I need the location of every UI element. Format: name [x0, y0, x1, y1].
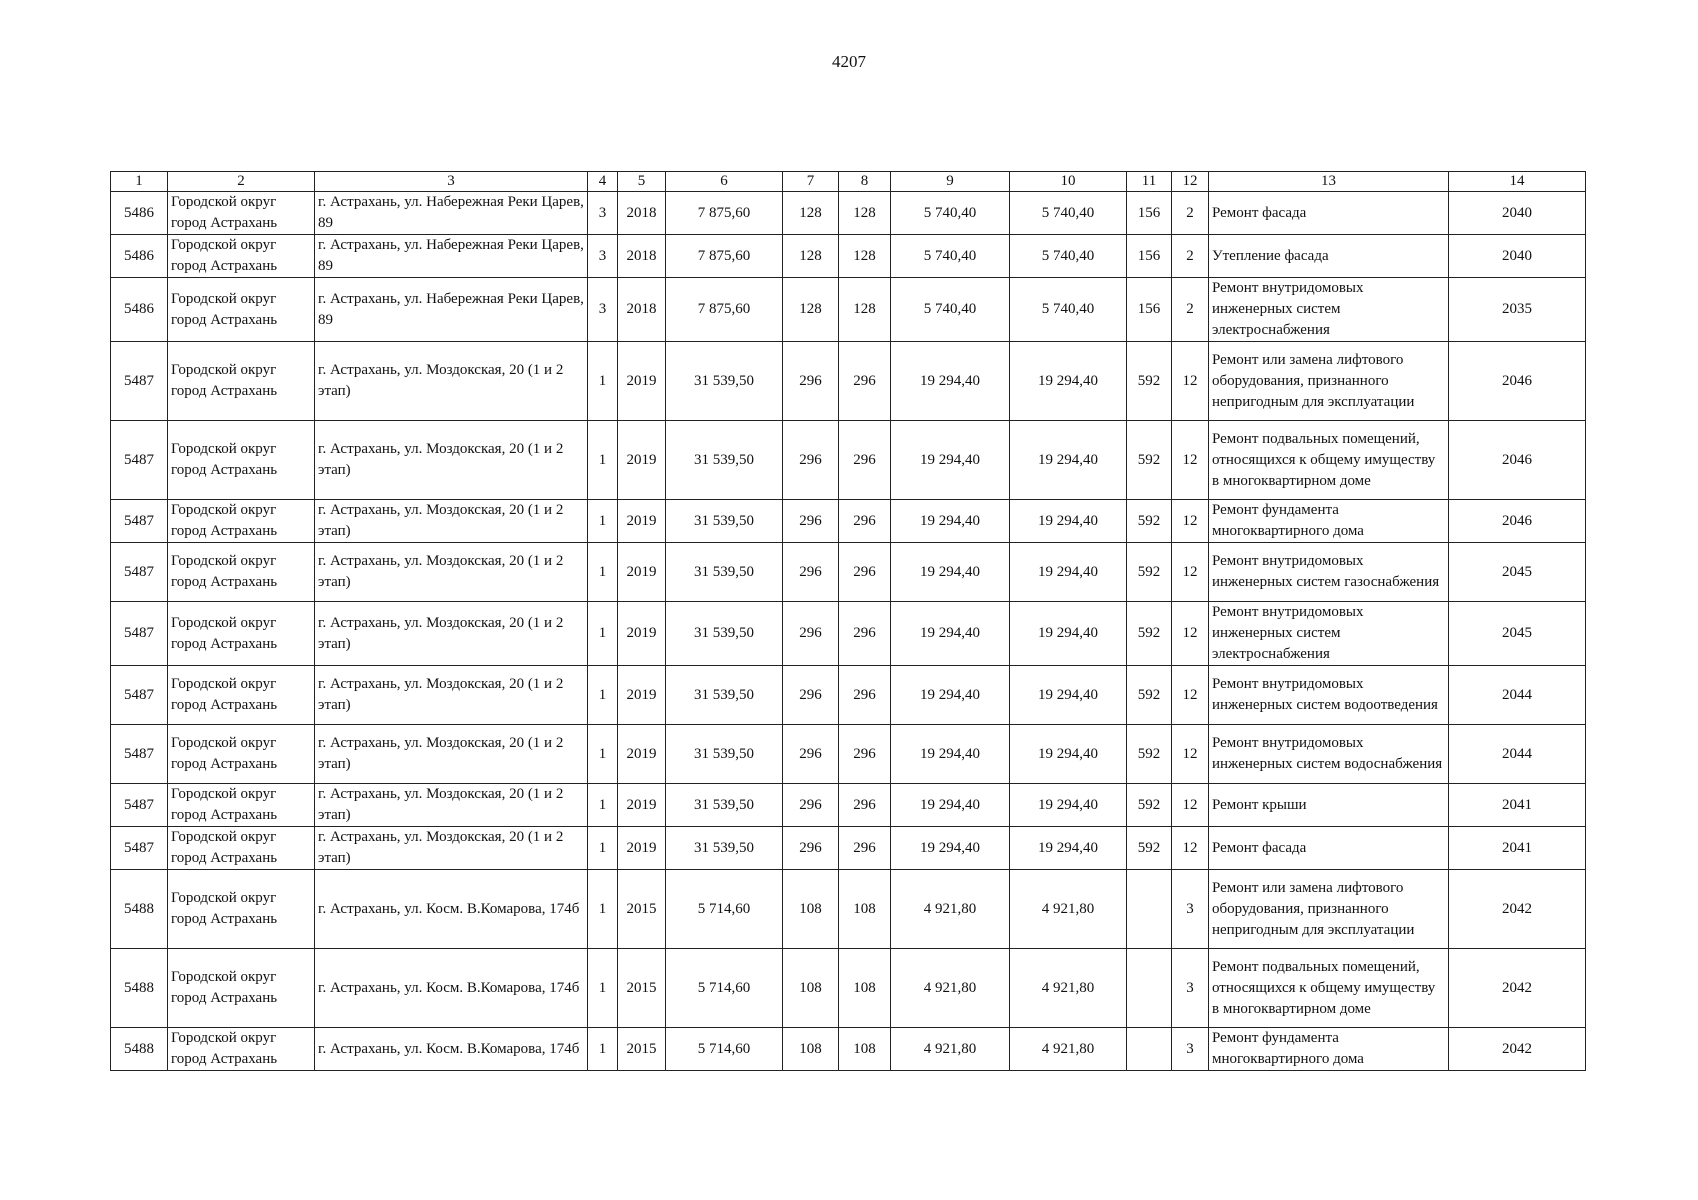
column-header-1: 1	[111, 172, 168, 192]
cell-area-total: 31 539,50	[666, 725, 783, 784]
cell-col11: 592	[1127, 421, 1172, 500]
cell-floors-group: 1	[588, 725, 618, 784]
cell-col7: 296	[783, 421, 839, 500]
cell-year: 2019	[618, 342, 666, 421]
cell-col11: 156	[1127, 278, 1172, 342]
cell-id: 5487	[111, 342, 168, 421]
cell-area-total: 31 539,50	[666, 666, 783, 725]
cell-municipality: Городской округ город Астрахань	[168, 543, 315, 602]
cell-id: 5487	[111, 500, 168, 543]
cell-area-total: 7 875,60	[666, 278, 783, 342]
cell-work-type: Ремонт внутридомовых инженерных систем электроснабжения	[1209, 278, 1449, 342]
cell-area-residential: 4 921,80	[891, 870, 1010, 949]
cell-col8: 128	[839, 278, 891, 342]
cell-area-residential-2: 19 294,40	[1010, 602, 1127, 666]
cell-id: 5487	[111, 602, 168, 666]
column-header-9: 9	[891, 172, 1010, 192]
cell-area-total: 5 714,60	[666, 1028, 783, 1071]
cell-id: 5487	[111, 543, 168, 602]
cell-floors-group: 1	[588, 543, 618, 602]
cell-col7: 108	[783, 1028, 839, 1071]
table-row	[111, 192, 1586, 235]
cell-area-total: 31 539,50	[666, 602, 783, 666]
cell-planned-year: 2045	[1449, 543, 1586, 602]
cell-col7: 128	[783, 192, 839, 235]
cell-address: г. Астрахань, ул. Моздокская, 20 (1 и 2 этап)	[315, 666, 588, 725]
cell-municipality: Городской округ город Астрахань	[168, 784, 315, 827]
cell-floors-group: 3	[588, 192, 618, 235]
table-row	[111, 342, 1586, 421]
column-header-6: 6	[666, 172, 783, 192]
cell-col12: 12	[1172, 421, 1209, 500]
cell-col8: 108	[839, 1028, 891, 1071]
cell-municipality: Городской округ город Астрахань	[168, 278, 315, 342]
cell-col8: 296	[839, 342, 891, 421]
cell-col12: 12	[1172, 500, 1209, 543]
repair-schedule-table	[110, 171, 1586, 1071]
cell-area-residential-2: 5 740,40	[1010, 192, 1127, 235]
cell-work-type: Ремонт подвальных помещений, относящихся к общему имуществу в многоквартирном доме	[1209, 949, 1449, 1028]
cell-area-residential-2: 19 294,40	[1010, 500, 1127, 543]
table-row	[111, 949, 1586, 1028]
cell-address: г. Астрахань, ул. Косм. В.Комарова, 174б	[315, 870, 588, 949]
cell-municipality: Городской округ город Астрахань	[168, 235, 315, 278]
cell-area-residential: 19 294,40	[891, 500, 1010, 543]
cell-id: 5488	[111, 1028, 168, 1071]
cell-col7: 296	[783, 666, 839, 725]
cell-year: 2015	[618, 870, 666, 949]
cell-col7: 296	[783, 543, 839, 602]
cell-col7: 296	[783, 827, 839, 870]
cell-id: 5487	[111, 784, 168, 827]
cell-col8: 296	[839, 725, 891, 784]
cell-planned-year: 2040	[1449, 192, 1586, 235]
cell-address: г. Астрахань, ул. Моздокская, 20 (1 и 2 этап)	[315, 543, 588, 602]
cell-floors-group: 1	[588, 870, 618, 949]
column-header-12: 12	[1172, 172, 1209, 192]
cell-col7: 296	[783, 725, 839, 784]
cell-address: г. Астрахань, ул. Моздокская, 20 (1 и 2 этап)	[315, 827, 588, 870]
cell-work-type: Ремонт внутридомовых инженерных систем водоотведения	[1209, 666, 1449, 725]
cell-area-residential-2: 19 294,40	[1010, 666, 1127, 725]
cell-col7: 296	[783, 784, 839, 827]
cell-id: 5488	[111, 949, 168, 1028]
cell-planned-year: 2046	[1449, 500, 1586, 543]
cell-area-residential-2: 4 921,80	[1010, 949, 1127, 1028]
cell-floors-group: 1	[588, 602, 618, 666]
cell-area-total: 5 714,60	[666, 949, 783, 1028]
cell-col12: 12	[1172, 342, 1209, 421]
cell-col8: 296	[839, 827, 891, 870]
cell-area-total: 31 539,50	[666, 421, 783, 500]
column-header-10: 10	[1010, 172, 1127, 192]
column-header-13: 13	[1209, 172, 1449, 192]
cell-work-type: Ремонт фундамента многоквартирного дома	[1209, 500, 1449, 543]
cell-area-total: 31 539,50	[666, 342, 783, 421]
cell-area-residential: 4 921,80	[891, 949, 1010, 1028]
cell-id: 5486	[111, 192, 168, 235]
cell-area-residential-2: 19 294,40	[1010, 342, 1127, 421]
cell-col8: 108	[839, 870, 891, 949]
header-row	[111, 172, 1586, 192]
cell-address: г. Астрахань, ул. Моздокская, 20 (1 и 2 этап)	[315, 421, 588, 500]
cell-area-total: 31 539,50	[666, 543, 783, 602]
table-row	[111, 602, 1586, 666]
cell-col11: 592	[1127, 827, 1172, 870]
cell-col12: 12	[1172, 725, 1209, 784]
cell-work-type: Ремонт подвальных помещений, относящихся к общему имуществу в многоквартирном доме	[1209, 421, 1449, 500]
cell-col11	[1127, 870, 1172, 949]
cell-area-residential-2: 19 294,40	[1010, 784, 1127, 827]
table-row	[111, 235, 1586, 278]
cell-col12: 3	[1172, 949, 1209, 1028]
cell-area-residential: 5 740,40	[891, 278, 1010, 342]
cell-area-residential: 19 294,40	[891, 784, 1010, 827]
cell-area-residential: 19 294,40	[891, 827, 1010, 870]
cell-municipality: Городской округ город Астрахань	[168, 500, 315, 543]
cell-col8: 296	[839, 500, 891, 543]
cell-address: г. Астрахань, ул. Косм. В.Комарова, 174б	[315, 949, 588, 1028]
cell-municipality: Городской округ город Астрахань	[168, 1028, 315, 1071]
cell-floors-group: 3	[588, 235, 618, 278]
table-row	[111, 870, 1586, 949]
cell-municipality: Городской округ город Астрахань	[168, 421, 315, 500]
cell-col12: 12	[1172, 543, 1209, 602]
cell-floors-group: 1	[588, 1028, 618, 1071]
cell-col8: 128	[839, 192, 891, 235]
cell-area-residential: 19 294,40	[891, 602, 1010, 666]
table-row	[111, 1028, 1586, 1071]
cell-area-total: 7 875,60	[666, 192, 783, 235]
cell-area-residential-2: 19 294,40	[1010, 543, 1127, 602]
column-header-2: 2	[168, 172, 315, 192]
cell-address: г. Астрахань, ул. Моздокская, 20 (1 и 2 этап)	[315, 342, 588, 421]
cell-id: 5486	[111, 235, 168, 278]
cell-address: г. Астрахань, ул. Моздокская, 20 (1 и 2 этап)	[315, 725, 588, 784]
cell-address: г. Астрахань, ул. Набережная Реки Царев, 89	[315, 235, 588, 278]
cell-year: 2019	[618, 666, 666, 725]
cell-work-type: Ремонт внутридомовых инженерных систем водоснабжения	[1209, 725, 1449, 784]
cell-area-total: 31 539,50	[666, 784, 783, 827]
cell-col8: 296	[839, 602, 891, 666]
cell-floors-group: 1	[588, 784, 618, 827]
cell-col8: 296	[839, 784, 891, 827]
table-row	[111, 278, 1586, 342]
column-header-5: 5	[618, 172, 666, 192]
cell-municipality: Городской округ город Астрахань	[168, 870, 315, 949]
cell-area-residential-2: 19 294,40	[1010, 725, 1127, 784]
cell-col11: 592	[1127, 602, 1172, 666]
cell-municipality: Городской округ город Астрахань	[168, 666, 315, 725]
cell-area-residential-2: 5 740,40	[1010, 235, 1127, 278]
cell-area-residential: 5 740,40	[891, 235, 1010, 278]
cell-area-residential: 19 294,40	[891, 543, 1010, 602]
cell-work-type: Ремонт или замена лифтового оборудования, признанного непригодным для эксплуатации	[1209, 342, 1449, 421]
cell-col11: 592	[1127, 500, 1172, 543]
cell-id: 5486	[111, 278, 168, 342]
cell-col7: 296	[783, 342, 839, 421]
cell-work-type: Ремонт или замена лифтового оборудования, признанного непригодным для эксплуатации	[1209, 870, 1449, 949]
cell-year: 2015	[618, 1028, 666, 1071]
cell-planned-year: 2041	[1449, 827, 1586, 870]
cell-work-type: Ремонт крыши	[1209, 784, 1449, 827]
cell-col7: 128	[783, 235, 839, 278]
cell-planned-year: 2045	[1449, 602, 1586, 666]
cell-municipality: Городской округ город Астрахань	[168, 725, 315, 784]
table-row	[111, 725, 1586, 784]
cell-id: 5488	[111, 870, 168, 949]
cell-col12: 12	[1172, 784, 1209, 827]
cell-year: 2019	[618, 421, 666, 500]
cell-col8: 108	[839, 949, 891, 1028]
table-row	[111, 421, 1586, 500]
cell-area-residential: 19 294,40	[891, 666, 1010, 725]
column-header-14: 14	[1449, 172, 1586, 192]
cell-area-residential-2: 19 294,40	[1010, 421, 1127, 500]
cell-col12: 3	[1172, 1028, 1209, 1071]
cell-col11: 592	[1127, 725, 1172, 784]
cell-area-residential: 4 921,80	[891, 1028, 1010, 1071]
cell-municipality: Городской округ город Астрахань	[168, 949, 315, 1028]
table-row	[111, 827, 1586, 870]
cell-work-type: Ремонт внутридомовых инженерных систем электроснабжения	[1209, 602, 1449, 666]
cell-year: 2018	[618, 192, 666, 235]
cell-year: 2019	[618, 602, 666, 666]
table-row	[111, 784, 1586, 827]
cell-col7: 128	[783, 278, 839, 342]
cell-col7: 108	[783, 870, 839, 949]
cell-year: 2019	[618, 784, 666, 827]
cell-col12: 12	[1172, 666, 1209, 725]
cell-floors-group: 1	[588, 666, 618, 725]
cell-work-type: Утепление фасада	[1209, 235, 1449, 278]
page-number: 4207	[832, 52, 866, 71]
cell-address: г. Астрахань, ул. Моздокская, 20 (1 и 2 этап)	[315, 784, 588, 827]
cell-year: 2018	[618, 278, 666, 342]
cell-floors-group: 1	[588, 421, 618, 500]
cell-col11: 592	[1127, 342, 1172, 421]
cell-col8: 296	[839, 543, 891, 602]
table-row	[111, 500, 1586, 543]
cell-col7: 296	[783, 500, 839, 543]
cell-year: 2019	[618, 725, 666, 784]
cell-area-total: 31 539,50	[666, 827, 783, 870]
cell-municipality: Городской округ город Астрахань	[168, 192, 315, 235]
cell-col12: 2	[1172, 278, 1209, 342]
cell-area-residential-2: 4 921,80	[1010, 1028, 1127, 1071]
cell-year: 2019	[618, 543, 666, 602]
cell-col12: 2	[1172, 235, 1209, 278]
cell-col11	[1127, 949, 1172, 1028]
cell-work-type: Ремонт фасада	[1209, 192, 1449, 235]
cell-planned-year: 2040	[1449, 235, 1586, 278]
column-header-7: 7	[783, 172, 839, 192]
cell-col12: 12	[1172, 827, 1209, 870]
cell-area-total: 5 714,60	[666, 870, 783, 949]
table-body	[111, 192, 1586, 1071]
cell-area-residential: 19 294,40	[891, 725, 1010, 784]
cell-floors-group: 1	[588, 500, 618, 543]
cell-col11: 592	[1127, 784, 1172, 827]
cell-col11	[1127, 1028, 1172, 1071]
cell-planned-year: 2042	[1449, 949, 1586, 1028]
cell-planned-year: 2046	[1449, 342, 1586, 421]
cell-year: 2019	[618, 827, 666, 870]
column-header-11: 11	[1127, 172, 1172, 192]
cell-area-total: 31 539,50	[666, 500, 783, 543]
cell-address: г. Астрахань, ул. Косм. В.Комарова, 174б	[315, 1028, 588, 1071]
cell-area-residential-2: 4 921,80	[1010, 870, 1127, 949]
cell-col12: 3	[1172, 870, 1209, 949]
cell-planned-year: 2042	[1449, 870, 1586, 949]
column-header-8: 8	[839, 172, 891, 192]
cell-area-residential: 19 294,40	[891, 421, 1010, 500]
cell-planned-year: 2044	[1449, 666, 1586, 725]
cell-col11: 592	[1127, 543, 1172, 602]
cell-col7: 296	[783, 602, 839, 666]
cell-municipality: Городской округ город Астрахань	[168, 602, 315, 666]
table-row	[111, 666, 1586, 725]
cell-floors-group: 1	[588, 342, 618, 421]
cell-col11: 156	[1127, 192, 1172, 235]
cell-id: 5487	[111, 421, 168, 500]
cell-year: 2015	[618, 949, 666, 1028]
cell-planned-year: 2044	[1449, 725, 1586, 784]
cell-planned-year: 2046	[1449, 421, 1586, 500]
cell-work-type: Ремонт фасада	[1209, 827, 1449, 870]
cell-floors-group: 1	[588, 949, 618, 1028]
cell-year: 2019	[618, 500, 666, 543]
cell-col8: 296	[839, 421, 891, 500]
cell-id: 5487	[111, 666, 168, 725]
cell-col12: 12	[1172, 602, 1209, 666]
cell-area-residential-2: 5 740,40	[1010, 278, 1127, 342]
cell-work-type: Ремонт фундамента многоквартирного дома	[1209, 1028, 1449, 1071]
cell-work-type: Ремонт внутридомовых инженерных систем газоснабжения	[1209, 543, 1449, 602]
cell-planned-year: 2042	[1449, 1028, 1586, 1071]
cell-col11: 592	[1127, 666, 1172, 725]
cell-planned-year: 2041	[1449, 784, 1586, 827]
cell-col11: 156	[1127, 235, 1172, 278]
cell-address: г. Астрахань, ул. Моздокская, 20 (1 и 2 этап)	[315, 602, 588, 666]
table-row	[111, 543, 1586, 602]
cell-address: г. Астрахань, ул. Моздокская, 20 (1 и 2 этап)	[315, 500, 588, 543]
cell-municipality: Городской округ город Астрахань	[168, 827, 315, 870]
cell-col8: 296	[839, 666, 891, 725]
cell-year: 2018	[618, 235, 666, 278]
cell-area-residential: 5 740,40	[891, 192, 1010, 235]
table-header	[111, 172, 1586, 192]
cell-floors-group: 3	[588, 278, 618, 342]
cell-col8: 128	[839, 235, 891, 278]
cell-planned-year: 2035	[1449, 278, 1586, 342]
column-header-3: 3	[315, 172, 588, 192]
cell-address: г. Астрахань, ул. Набережная Реки Царев, 89	[315, 278, 588, 342]
cell-col7: 108	[783, 949, 839, 1028]
cell-id: 5487	[111, 827, 168, 870]
cell-floors-group: 1	[588, 827, 618, 870]
cell-area-total: 7 875,60	[666, 235, 783, 278]
cell-col12: 2	[1172, 192, 1209, 235]
cell-municipality: Городской округ город Астрахань	[168, 342, 315, 421]
cell-address: г. Астрахань, ул. Набережная Реки Царев, 89	[315, 192, 588, 235]
cell-id: 5487	[111, 725, 168, 784]
cell-area-residential: 19 294,40	[891, 342, 1010, 421]
cell-area-residential-2: 19 294,40	[1010, 827, 1127, 870]
column-header-4: 4	[588, 172, 618, 192]
